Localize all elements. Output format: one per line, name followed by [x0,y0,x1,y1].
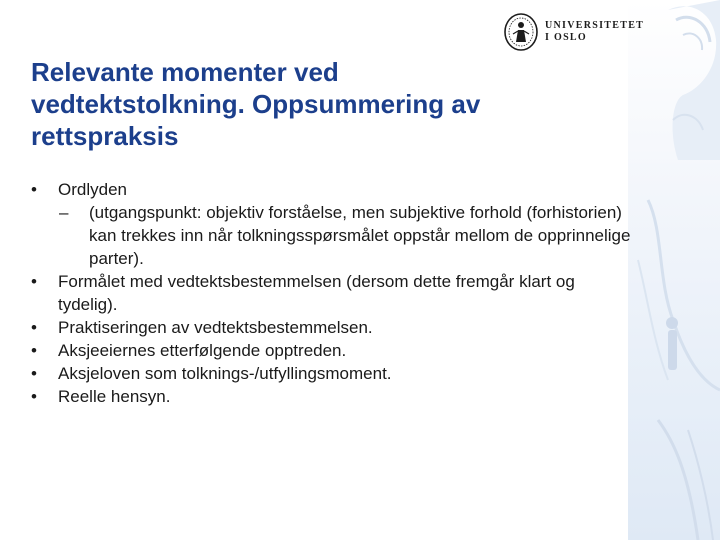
list-item-reelle-hensyn [31,385,631,408]
bullet-marker: • [31,387,37,406]
list-item-text: Formålet med vedtektsbestemmelsen (dersom dette fremgår klart og tydelig). [58,272,575,314]
decorative-side-panel [628,0,720,540]
list-item-text: Praktiseringen av vedtektsbestemmelsen. [58,318,373,337]
university-logo [503,12,644,52]
bullet-marker: • [31,180,37,199]
list-item-text: Ordlyden [58,180,127,199]
slide-title [31,56,611,152]
list-item-praktiseringen [31,316,631,339]
list-item-aksjeloven [31,362,631,385]
list-item-text: Aksjeloven som tolknings-/utfyllingsmoment. [58,364,392,383]
sub-list-item-text: (utgangspunkt: objektiv forståelse, men subjektive forhold (forhistorien) kan trekkes inn når tolkningsspørsmålet oppstår mellom de opprinnelige parter). [89,203,631,268]
logo-line-2: I OSLO [545,32,587,43]
title-line-3: rettspraksis [31,121,179,151]
sub-list-item [31,201,631,270]
bullet-marker: • [31,341,37,360]
list-item-ordlyden [31,178,631,201]
bullet-marker: • [31,364,37,383]
statue-relief-image [628,0,720,540]
bullet-marker: • [31,272,37,291]
bullet-list [31,178,631,408]
list-item-aksjeeiernes [31,339,631,362]
dash-marker: – [59,203,69,222]
list-item-formalet [31,270,631,316]
list-item-text: Reelle hensyn. [58,387,171,406]
title-line-1: Relevante momenter ved [31,57,339,87]
university-seal-icon [503,12,539,52]
title-line-2: vedtektstolkning. Oppsummering av [31,89,481,119]
list-item-text: Aksjeeiernes etterfølgende opptreden. [58,341,347,360]
bullet-marker: • [31,318,37,337]
logo-line-1: UNIVERSITETET [545,20,645,31]
